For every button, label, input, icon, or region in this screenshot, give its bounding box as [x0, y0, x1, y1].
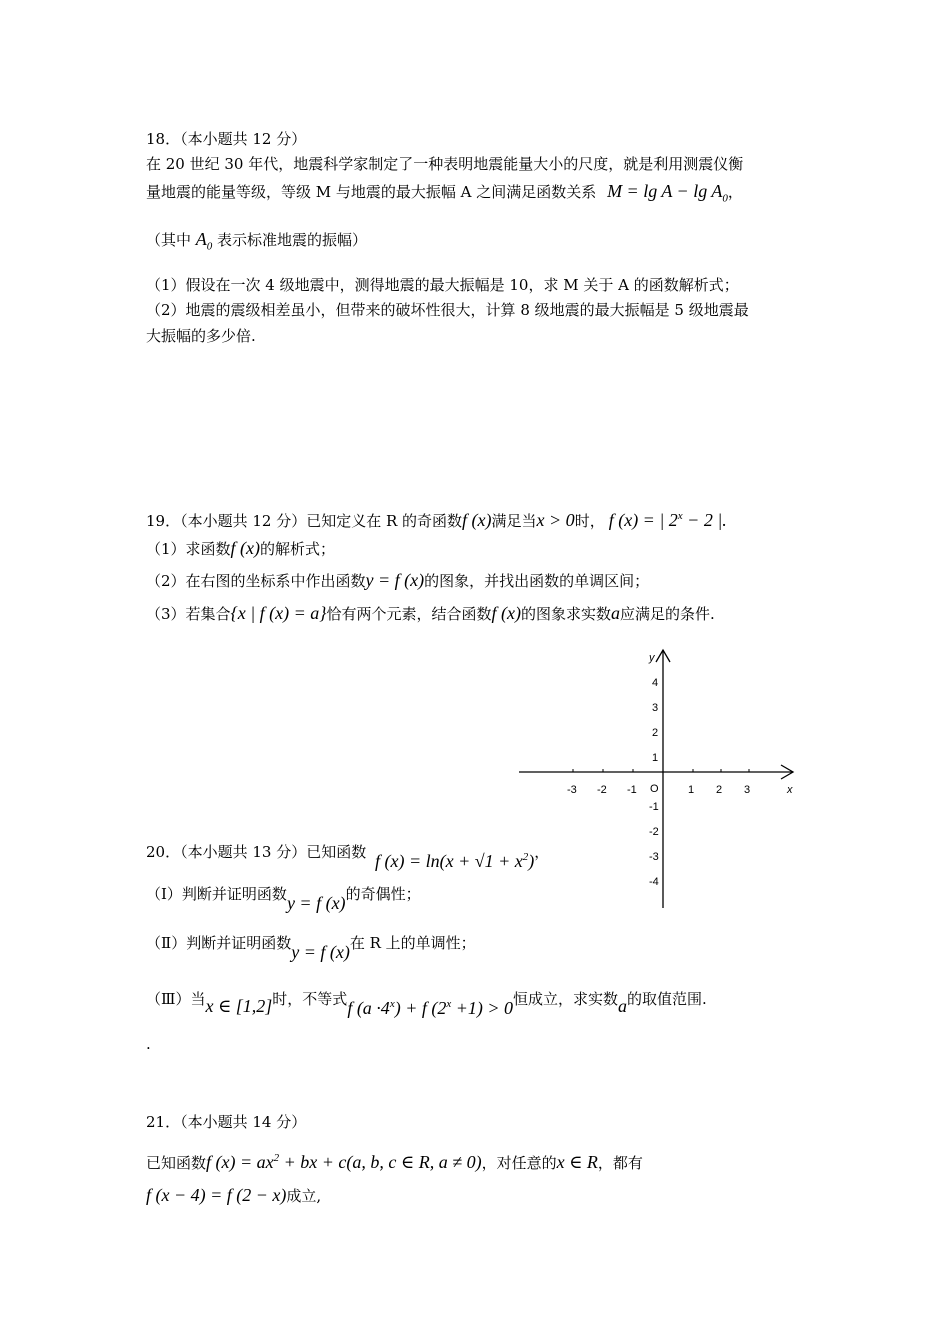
q19-cond: x > 0 [536, 510, 575, 530]
y-tick-label: 2 [652, 727, 659, 739]
q20-dot: . [146, 1035, 151, 1053]
x-tick-label: -3 [567, 784, 577, 796]
q18-line2-text: 量地震的能量等级，等级 M 与地震的最大振幅 A 之间满足函数关系 [146, 183, 597, 201]
q20-part2: （Ⅱ）判断并证明函数y = f (x)在 R 上的单调性； [146, 934, 476, 962]
y-tick-label: -2 [649, 826, 659, 838]
origin-label: O [650, 783, 659, 795]
x-tick-label: -1 [627, 784, 637, 796]
q21-func: f $(x) = ax^2$ + bx + c(a, b, c ∈ R, a ≠ 0) [206, 1152, 482, 1172]
x-tick-label: -2 [597, 784, 607, 796]
q21-line1: 已知函数f $(x) = ax^2$ + bx + c(a, b, c ∈ R, a ≠ 0)，对任意的x ∈ R，都有 [146, 1152, 643, 1172]
y-tick-label: -4 [649, 876, 659, 888]
y-tick-label: -3 [649, 851, 659, 863]
q18-line2 [146, 180, 743, 210]
q20-part3: （Ⅲ）当x ∈ [1,2]时，不等式f $(a \cdot 4^x) + f$ $(2^x +1) > 0$恒成立，求实数a的取值范围. [146, 990, 707, 1018]
q20-inequality: f $(a \cdot 4^x) + f$ $(2^x +1) > 0$ [347, 998, 514, 1018]
q18-part2: （2）地震的震级相差虽小，但带来的破坏性很大，计算 8 级地震的最大振幅是 5 级地震最 [146, 301, 749, 319]
y-tick-label: 3 [652, 702, 659, 714]
q19-mid2: 时， [574, 512, 605, 530]
y-axis-label: y [649, 652, 655, 664]
coordinate-axes [515, 644, 815, 914]
q21-header: 21．（本小题共 14 分） [146, 1113, 307, 1131]
q19-mid: 满足当 [491, 512, 537, 530]
q18-part2b: 大振幅的多少倍. [146, 327, 256, 345]
q19-part2: （2）在右图的坐标系中作出函数y = f (x)的图象，并找出函数的单调区间； [146, 570, 650, 590]
q19-header-text: 19．（本小题共 12 分）已知定义在 R 的奇函数 [146, 512, 463, 530]
q19-header [146, 505, 727, 532]
x-tick-label: 1 [688, 784, 695, 796]
x-axis-label: x [787, 784, 793, 796]
q18-part1: （1）假设在一次 4 级地震中，测得地震的最大振幅是 10，求 M 关于 A 的函数解析式； [146, 276, 739, 294]
q18-note [146, 228, 367, 258]
q21-line2: f (x − 4) = f (2 − x)成立, [146, 1185, 322, 1205]
x-tick-label: 3 [744, 784, 751, 796]
q19-f1: f (x) [462, 510, 492, 530]
q18-note-var: $A_0$ [195, 229, 213, 253]
q18-formula-tail: ， [727, 183, 743, 201]
y-tick-label: 1 [652, 752, 659, 764]
q18-note-post: 表示标准地震的振幅） [212, 231, 368, 249]
q19-part3: （3）若集合{x | f (x) = a}恰有两个元素，结合函数f (x)的图象求实数a应满足的条件. [146, 603, 715, 623]
y-tick-label: 4 [652, 677, 659, 689]
q19-f2: f (x) = | $2^x - 2$ |. [608, 510, 727, 530]
y-tick-label: -1 [649, 801, 659, 813]
q20-header: 20．（本小题共 13 分）已知函数 f $(x) = \ln(x + √1 + x^2)$， [146, 843, 550, 871]
q18-header: 18．（本小题共 12 分） [146, 130, 307, 148]
q20-func: f $(x) = \ln(x + √1 + x^2)$ [375, 851, 535, 871]
x-tick-label: 2 [716, 784, 723, 796]
q20-part1: （Ⅰ）判断并证明函数y = f (x)的奇偶性； [146, 885, 421, 913]
q18-line1: 在 20 世纪 30 年代，地震科学家制定了一种表明地震能量大小的尺度，就是利用测震仪衡 [146, 155, 744, 173]
q19-part1: （1）求函数f (x)的解析式； [146, 538, 336, 558]
q18-note-pre: （其中 [146, 231, 196, 249]
q18-formula: $M = \lg A - \lg A_0$ [607, 181, 728, 205]
